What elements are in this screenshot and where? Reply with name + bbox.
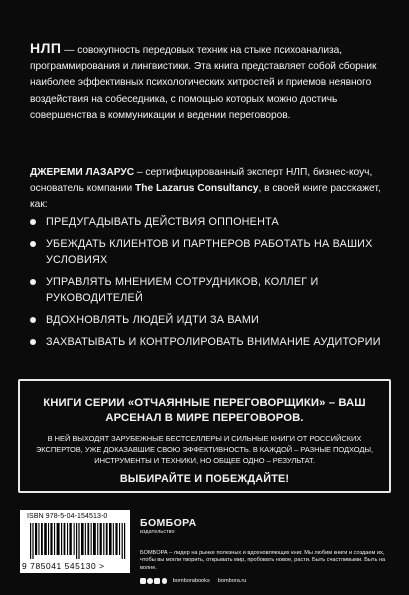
list-item: УБЕЖДАТЬ КЛИЕНТОВ И ПАРТНЕРОВ РАБОТАТЬ НА ВАШИХ УСЛОВИЯХ <box>30 236 385 269</box>
publisher-about: БОМБОРА – лидер на рынке полезных и вдохновляющих книг. Мы любим книги и создаем их, чтобы вы могли творить, открывать мир, пробовать новое, расти. Быть счастливыми. Быть на волне. <box>140 550 386 571</box>
intro-lead: НЛП <box>30 40 62 56</box>
publisher-handle[interactable]: bomborabooks <box>172 578 210 585</box>
series-box <box>18 379 391 493</box>
list-item: ВДОХНОВЛЯТЬ ЛЮДЕЙ ИДТИ ЗА ВАМИ <box>30 312 385 328</box>
series-body: В НЕЙ ВЫХОДЯТ ЗАРУБЕЖНЫЕ БЕСТСЕЛЛЕРЫ И СИЛЬНЫЕ КНИГИ ОТ РОССИЙСКИХ ЭКСПЕРТОВ, УЖЕ ДОКАЗАВШИЕ СВОЮ ЭФФЕКТИВНОСТЬ. В КАЖДОЙ – РАЗНЫЕ ПОДХОДЫ, ИНСТРУМЕНТЫ И ТЕХНИКИ, НО ОБЩЕЕ ОДНО – РЕЗУЛЬТАТ. <box>35 434 374 466</box>
list-item: ЗАХВАТЫВАТЬ И КОНТРОЛИРОВАТЬ ВНИМАНИЕ АУДИТОРИИ <box>30 334 385 350</box>
barcode <box>20 510 130 573</box>
skills-list <box>30 214 385 356</box>
author-paragraph <box>30 165 385 214</box>
youtube-icon <box>154 578 160 584</box>
publisher-logo: БОМБОРА <box>140 517 197 529</box>
publisher-site[interactable]: bombora.ru <box>217 578 247 585</box>
publisher-contacts <box>140 578 390 584</box>
intro-paragraph <box>30 40 385 124</box>
instagram-icon <box>147 578 153 584</box>
series-heading: КНИГИ СЕРИИ «ОТЧАЯННЫЕ ПЕРЕГОВОРЩИКИ» – ВАШ АРСЕНАЛ В МИРЕ ПЕРЕГОВОРОВ. <box>43 397 366 424</box>
publisher-block <box>140 517 390 584</box>
barcode-digits: 9 785041 545130 > <box>22 561 105 571</box>
publisher-logo-sub: издательство <box>140 529 175 535</box>
author-text-2: , в своей книге расскажет, как: <box>30 183 381 211</box>
list-item: ПРЕДУГАДЫВАТЬ ДЕЙСТВИЯ ОППОНЕНТА <box>30 214 385 230</box>
author-company: The Lazarus Consultancy <box>135 183 259 195</box>
author-text-1: – сертифицированный эксперт НЛП, бизнес-коуч, основатель компании <box>30 167 373 195</box>
intro-text: — совокупность передовых техник на стыке психоанализа, программирования и лингвистики. Эта книга представляет собой сборник наиболее эффективных психологических хитростей и приемов неявного воздействия на собеседника, с помощью которых можно достичь совершенства в коммуникации и ведении переговоров. <box>30 45 377 121</box>
author-name: ДЖЕРЕМИ ЛАЗАРУС <box>30 167 135 178</box>
series-cta: ВЫБИРАЙТЕ И ПОБЕЖДАЙТЕ! <box>119 472 290 485</box>
vk-icon <box>140 578 146 584</box>
telegram-icon <box>162 578 168 584</box>
list-item: УПРАВЛЯТЬ МНЕНИЕМ СОТРУДНИКОВ, КОЛЛЕГ И РУКОВОДИТЕЛЕЙ <box>30 274 385 307</box>
isbn-label: ISBN 978-5-04-154513-0 <box>27 513 108 520</box>
barcode-icon <box>30 523 126 559</box>
